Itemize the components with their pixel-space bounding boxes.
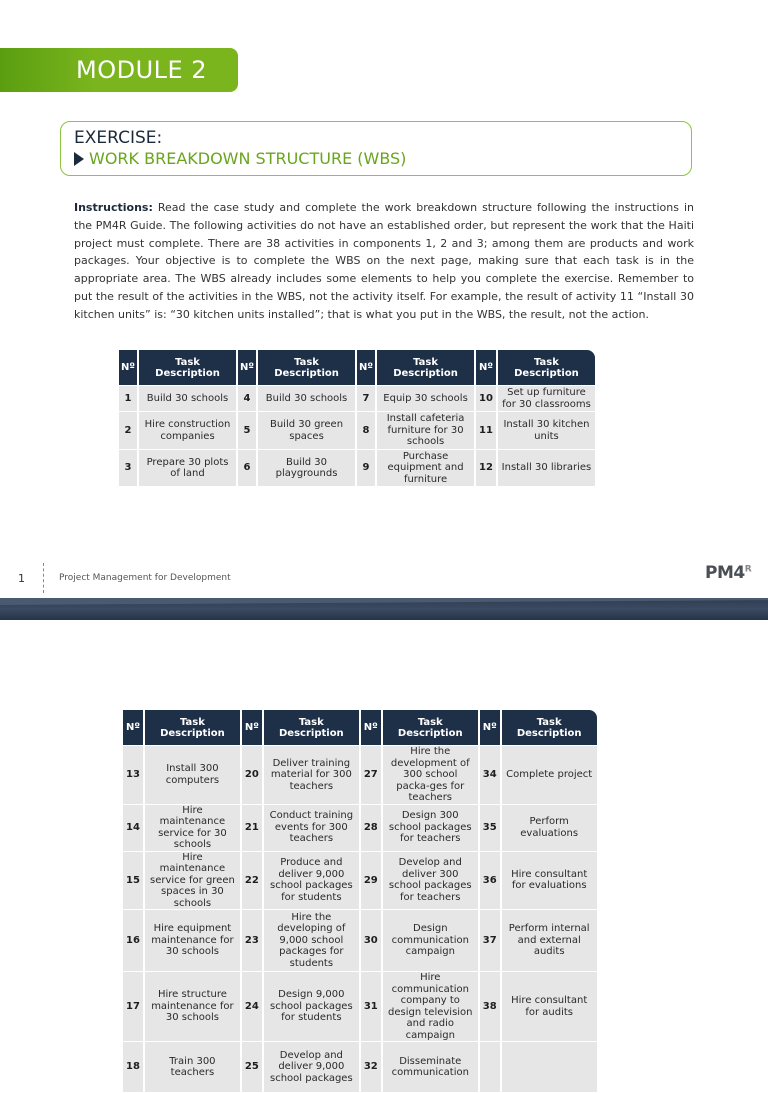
task-number: 32 <box>361 1042 381 1092</box>
table-row <box>123 805 597 851</box>
task-table-bottom <box>121 709 599 1093</box>
header-cell: Task Description <box>502 710 597 745</box>
task-number: 1 <box>119 386 137 411</box>
task-number: 25 <box>242 1042 262 1092</box>
task-number: 24 <box>242 972 262 1041</box>
module-banner <box>0 48 238 92</box>
task-description: Purchase equipment and furniture <box>377 450 474 486</box>
task-number: 11 <box>476 412 496 449</box>
task-number: 28 <box>361 805 381 851</box>
header-cell: Nº <box>119 350 137 385</box>
header-cell: Task Description <box>383 710 478 745</box>
table-header-row <box>119 350 595 385</box>
exercise-subtitle-row <box>74 149 406 169</box>
header-cell: Task Description <box>498 350 595 385</box>
task-description: Set up furniture for 30 classrooms <box>498 386 595 411</box>
header-cell: Task Description <box>377 350 474 385</box>
header-cell: Nº <box>357 350 375 385</box>
page-number: 1 <box>18 572 25 585</box>
header-cell: Nº <box>480 710 500 745</box>
task-number: 38 <box>480 972 500 1041</box>
task-number: 23 <box>242 910 262 971</box>
instructions-lead: Instructions: <box>74 201 153 214</box>
header-cell: Nº <box>242 710 262 745</box>
header-cell: Task Description <box>139 350 236 385</box>
task-number: 10 <box>476 386 496 411</box>
table-header-row <box>123 710 597 745</box>
footer-title: Project Management for Development <box>59 573 231 583</box>
header-cell: Task Description <box>145 710 240 745</box>
task-number: 18 <box>123 1042 143 1092</box>
header-cell: Task Description <box>258 350 355 385</box>
task-number: 3 <box>119 450 137 486</box>
play-arrow-icon <box>74 152 84 166</box>
task-description: Design 300 school packages for teachers <box>383 805 478 851</box>
task-description: Hire structure maintenance for 30 schools <box>145 972 240 1041</box>
logo-sup: R <box>744 564 752 575</box>
task-number: 34 <box>480 746 500 804</box>
footer-band <box>0 598 768 620</box>
table-row <box>123 910 597 971</box>
task-description: Equip 30 schools <box>377 386 474 411</box>
task-description: Hire the development of 300 school packa-ges for teachers <box>383 746 478 804</box>
task-description: Develop and deliver 300 school packages for teachers <box>383 852 478 910</box>
task-description: Hire maintenance service for 30 schools <box>145 805 240 851</box>
task-number: 6 <box>238 450 256 486</box>
task-description: Train 300 teachers <box>145 1042 240 1092</box>
task-number: 31 <box>361 972 381 1041</box>
task-description: Install 30 libraries <box>498 450 595 486</box>
task-number: 7 <box>357 386 375 411</box>
task-description: Hire communication company to design television and radio campaign <box>383 972 478 1041</box>
header-cell: Nº <box>238 350 256 385</box>
task-number: 16 <box>123 910 143 971</box>
task-description: Complete project <box>502 746 597 804</box>
task-number: 2 <box>119 412 137 449</box>
task-description: Design 9,000 school packages for students <box>264 972 359 1041</box>
task-description: Hire consultant for evaluations <box>502 852 597 910</box>
task-number: 27 <box>361 746 381 804</box>
task-description: Develop and deliver 9,000 school packages <box>264 1042 359 1092</box>
task-description: Produce and deliver 9,000 school packages for students <box>264 852 359 910</box>
task-number: 17 <box>123 972 143 1041</box>
task-number: 36 <box>480 852 500 910</box>
module-title: MODULE 2 <box>76 56 208 84</box>
exercise-label: EXERCISE: <box>74 128 163 148</box>
header-cell: Nº <box>361 710 381 745</box>
header-cell: Task Description <box>264 710 359 745</box>
task-number: 12 <box>476 450 496 486</box>
task-description: Build 30 schools <box>139 386 236 411</box>
task-description: Perform internal and external audits <box>502 910 597 971</box>
task-number: 22 <box>242 852 262 910</box>
task-description <box>502 1042 597 1092</box>
exercise-subtitle: WORK BREAKDOWN STRUCTURE (WBS) <box>89 149 407 168</box>
table-row <box>123 852 597 910</box>
task-number: 37 <box>480 910 500 971</box>
task-number: 8 <box>357 412 375 449</box>
task-description: Hire consultant for audits <box>502 972 597 1041</box>
task-number: 15 <box>123 852 143 910</box>
table-row <box>123 1042 597 1092</box>
task-description: Deliver training material for 300 teachers <box>264 746 359 804</box>
task-number: 4 <box>238 386 256 411</box>
task-description: Design communication campaign <box>383 910 478 971</box>
task-number: 30 <box>361 910 381 971</box>
instructions-paragraph <box>74 199 694 324</box>
header-cell: Nº <box>123 710 143 745</box>
table-row <box>123 972 597 1041</box>
task-description: Install 30 kitchen units <box>498 412 595 449</box>
pm4r-logo <box>705 563 751 583</box>
task-number: 20 <box>242 746 262 804</box>
task-description: Hire equipment maintenance for 30 schools <box>145 910 240 971</box>
footer-divider <box>43 563 44 593</box>
logo-text: PM4 <box>705 563 745 583</box>
task-description: Hire the developing of 9,000 school packages for students <box>264 910 359 971</box>
task-description: Disseminate communication <box>383 1042 478 1092</box>
task-number: 14 <box>123 805 143 851</box>
task-description: Install 300 computers <box>145 746 240 804</box>
table-row <box>119 450 595 486</box>
task-number: 29 <box>361 852 381 910</box>
instructions-body: Read the case study and complete the work breakdown structure following the instructions in the PM4R Guide. The following activities do not have an established order, but represent the work that the Haiti project must complete. There are 38 activities in components 1, 2 and 3; among them are products and work packages. Your objective is to complete the WBS on the next page, making sure that each task is in the appropriate area. The WBS already includes some elements to help you complete the exercise. Remember to put the result of the activities in the WBS, not the activity itself. For example, the result of activity 11 “Install 30 kitchen units” is: “30 kitchen units installed”; that is what you put in the WBS, the result, not the action. <box>74 201 694 321</box>
task-number: 21 <box>242 805 262 851</box>
header-cell: Nº <box>476 350 496 385</box>
task-description: Build 30 playgrounds <box>258 450 355 486</box>
task-table-top <box>117 349 597 487</box>
task-number: 9 <box>357 450 375 486</box>
task-description: Build 30 green spaces <box>258 412 355 449</box>
task-number: 5 <box>238 412 256 449</box>
task-description: Perform evaluations <box>502 805 597 851</box>
exercise-header-box <box>60 121 692 176</box>
table-row <box>119 412 595 449</box>
task-description: Build 30 schools <box>258 386 355 411</box>
task-description: Hire maintenance service for green spaces in 30 schools <box>145 852 240 910</box>
task-description: Hire construction companies <box>139 412 236 449</box>
task-number: 13 <box>123 746 143 804</box>
task-description: Conduct training events for 300 teachers <box>264 805 359 851</box>
task-number: 35 <box>480 805 500 851</box>
table-row <box>119 386 595 411</box>
task-description: Prepare 30 plots of land <box>139 450 236 486</box>
table-row <box>123 746 597 804</box>
task-description: Install cafeteria furniture for 30 schools <box>377 412 474 449</box>
task-number <box>480 1042 500 1092</box>
